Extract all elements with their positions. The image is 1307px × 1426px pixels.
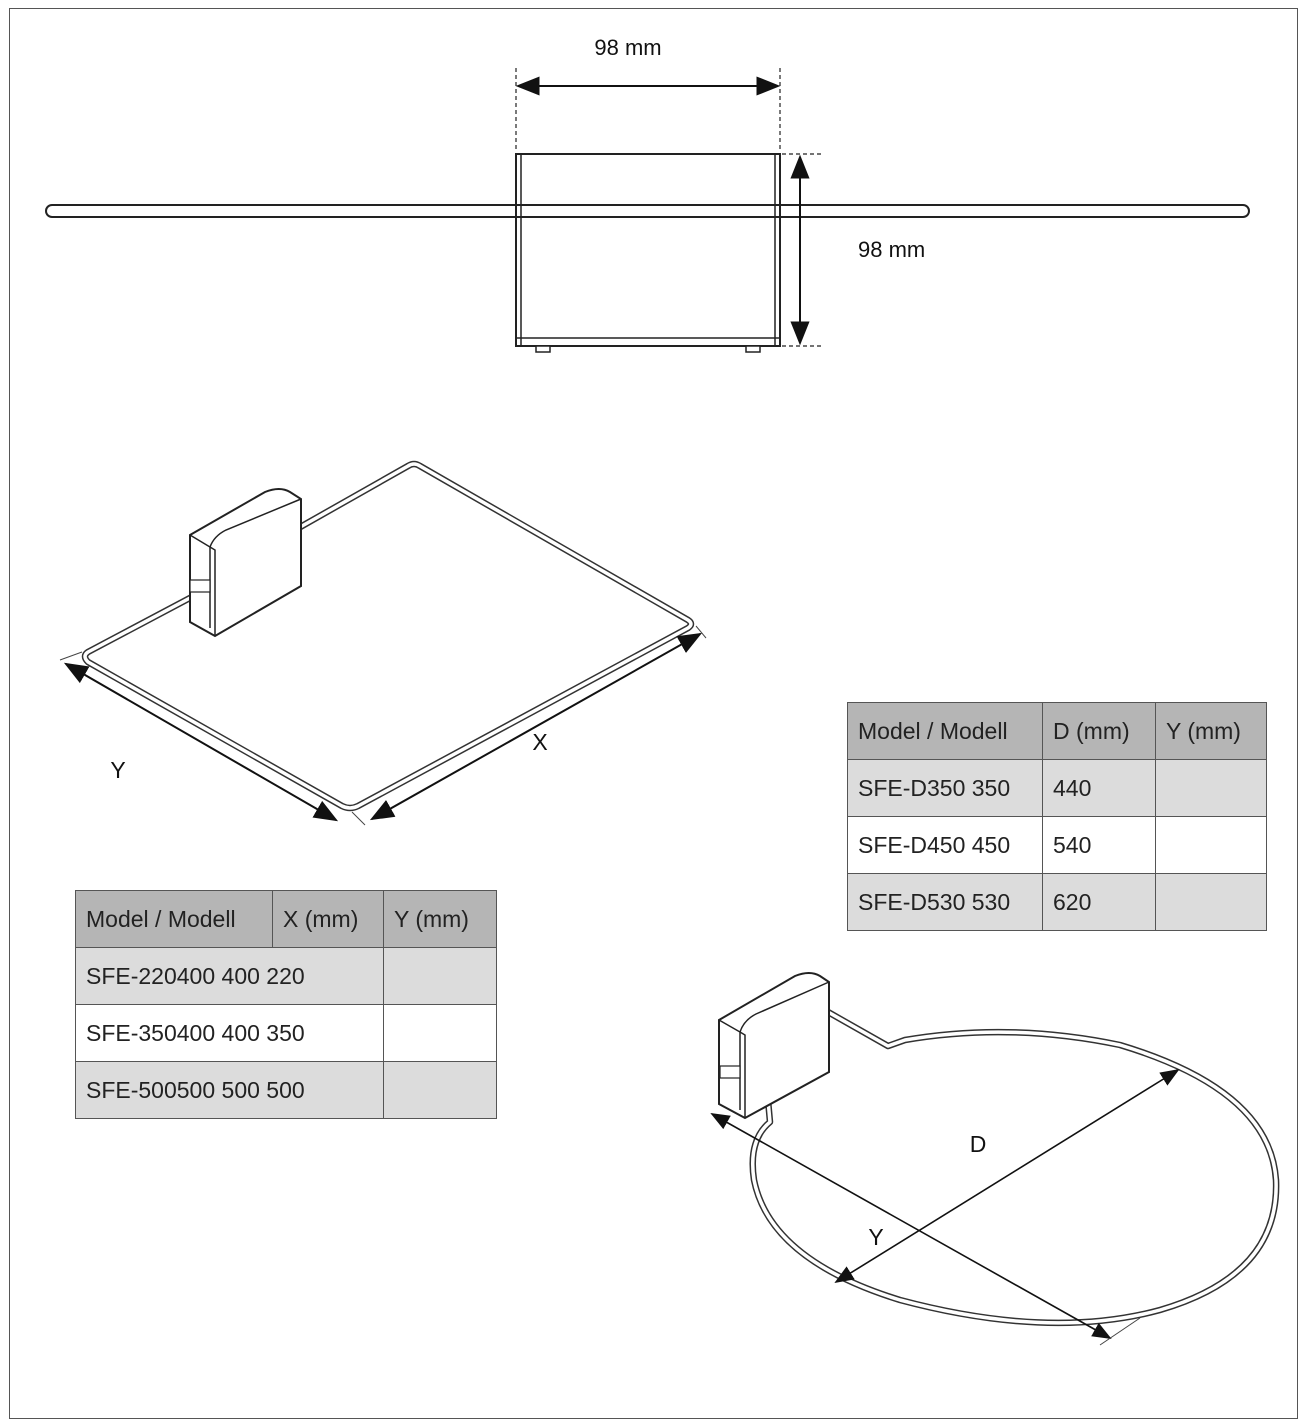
table-row [76, 1062, 497, 1119]
x-label: X [532, 729, 548, 755]
round-loop-diagram [712, 973, 1276, 1345]
y-label: Y [110, 757, 126, 783]
table-row [848, 817, 1267, 874]
table-cell: SFE-D450 450 [848, 817, 1043, 874]
table-cell: SFE-500500 500 500 [76, 1062, 384, 1119]
table-header-row [848, 703, 1267, 760]
foot-left [536, 346, 550, 352]
round-y-label: Y [868, 1224, 884, 1250]
height-label: 98 mm [858, 237, 926, 262]
rect-loop-wire [85, 464, 691, 808]
table-cell: 620 [1043, 874, 1156, 931]
width-label: 98 mm [594, 35, 662, 60]
table-row [848, 760, 1267, 817]
table-cell [1156, 760, 1267, 817]
header-model: Model / Modell [76, 891, 273, 948]
table-cell [384, 1062, 497, 1119]
header-y: Y (mm) [1156, 703, 1267, 760]
table-row [76, 1005, 497, 1062]
table-cell: SFE-220400 400 220 [76, 948, 384, 1005]
rect-loop-diagram [60, 464, 706, 825]
table-cell [1156, 874, 1267, 931]
table-header-row [76, 891, 497, 948]
header-x: X (mm) [273, 891, 384, 948]
wire-rod [46, 205, 1249, 217]
table-cell: 440 [1043, 760, 1156, 817]
d-label: D [969, 1131, 987, 1157]
round-model-table [847, 702, 1267, 931]
x-dimension-line [372, 634, 700, 819]
front-view [46, 35, 1249, 352]
housing-outline [516, 154, 780, 346]
table-cell: SFE-D350 350 [848, 760, 1043, 817]
foot-right [746, 346, 760, 352]
round-loop-housing [719, 973, 829, 1118]
table-cell: SFE-350400 400 350 [76, 1005, 384, 1062]
header-model: Model / Modell [848, 703, 1043, 760]
table-cell: SFE-D530 530 [848, 874, 1043, 931]
rect-loop-housing [190, 489, 301, 636]
table-cell [384, 948, 497, 1005]
header-y: Y (mm) [384, 891, 497, 948]
d-dimension-line [836, 1070, 1178, 1282]
rect-model-table [75, 890, 497, 1119]
table-cell [1156, 817, 1267, 874]
y-dimension-line [66, 664, 336, 820]
header-d: D (mm) [1043, 703, 1156, 760]
table-cell [384, 1005, 497, 1062]
table-row [76, 948, 497, 1005]
table-row [848, 874, 1267, 931]
table-cell: 540 [1043, 817, 1156, 874]
